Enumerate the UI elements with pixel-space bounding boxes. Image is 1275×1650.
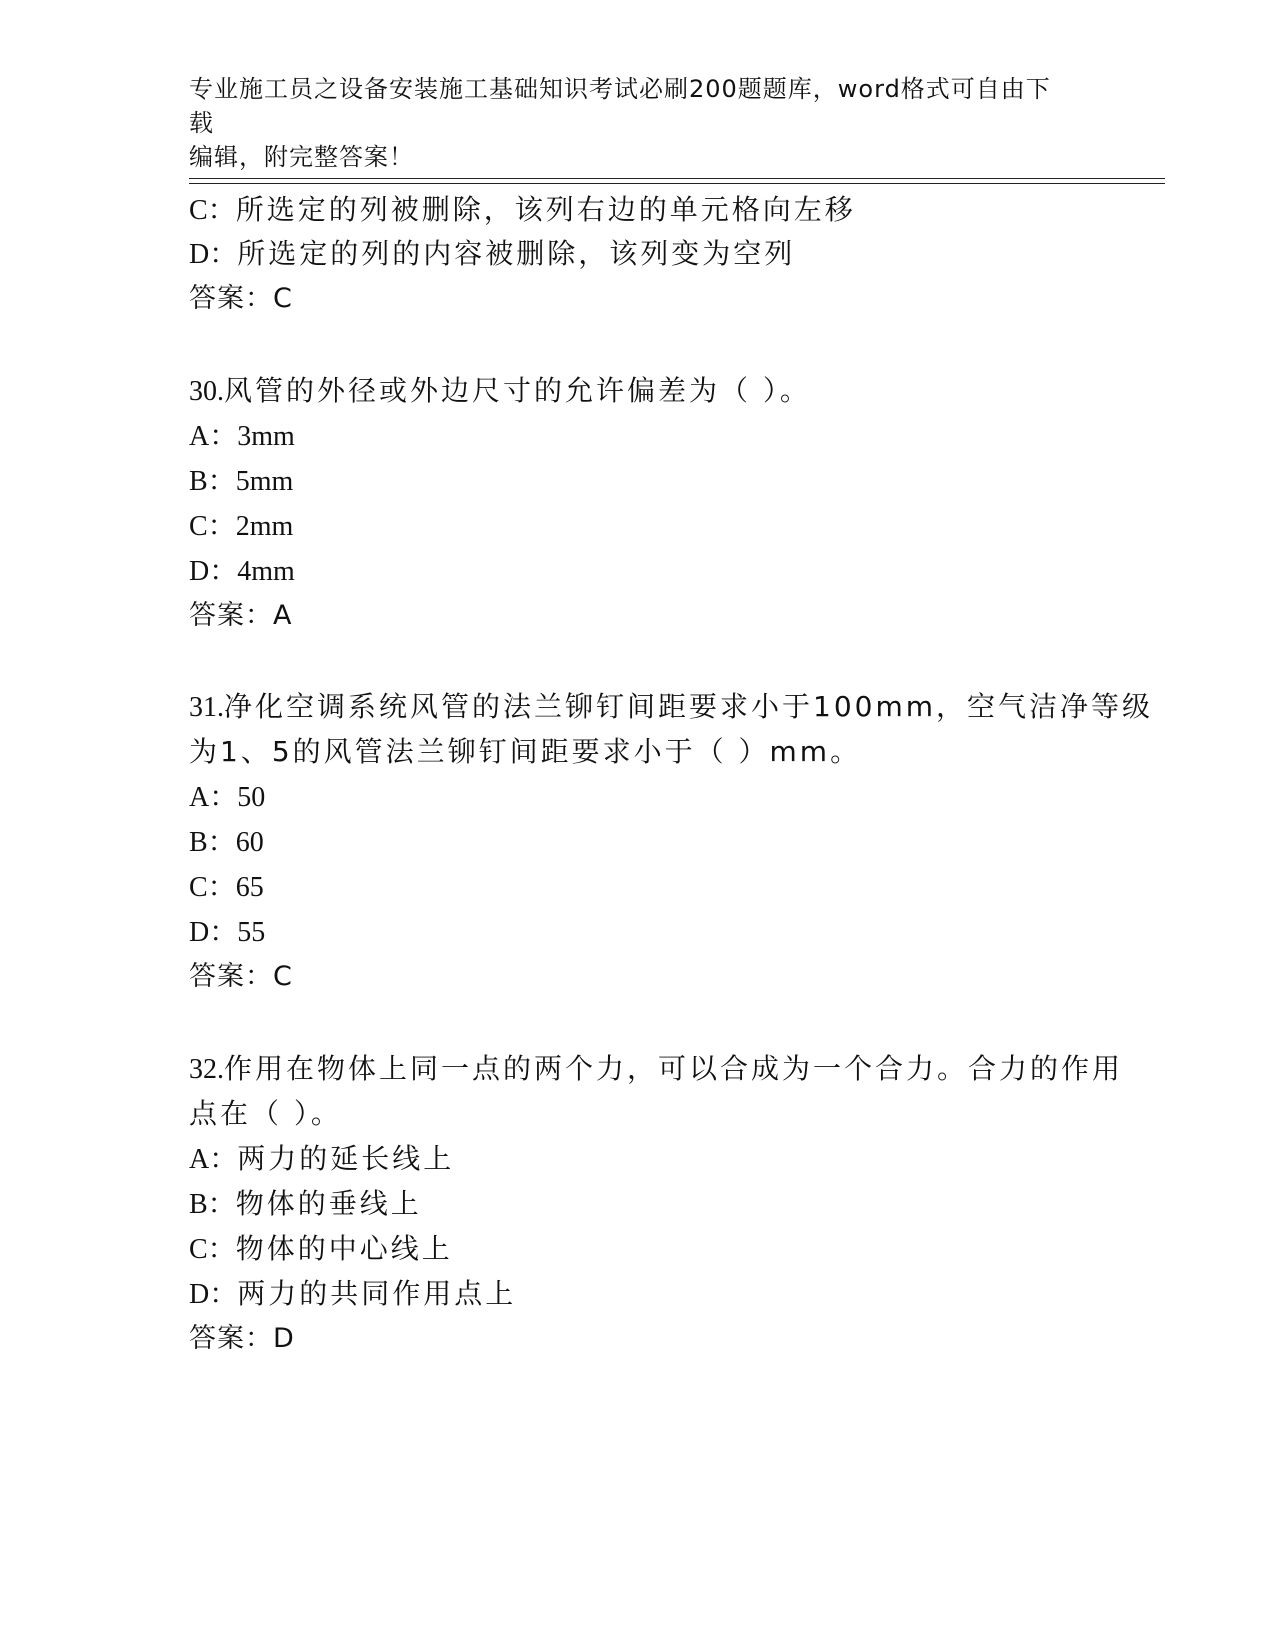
question-number: 30. bbox=[189, 376, 224, 407]
q31-option-c bbox=[189, 869, 264, 906]
option-label: D： bbox=[189, 556, 238, 587]
option-text: 65 bbox=[235, 872, 264, 903]
q30-option-c bbox=[189, 508, 293, 545]
q31-answer: 答案：C bbox=[189, 961, 293, 992]
option-label: A： bbox=[189, 782, 238, 813]
option-text: 4mm bbox=[237, 556, 295, 587]
option-text: 物体的垂线上 bbox=[235, 1187, 422, 1220]
option-label: D： bbox=[189, 239, 238, 270]
question-text: 风管的外径或外边尺寸的允许偏差为（ ）。 bbox=[224, 374, 811, 407]
option-label: C： bbox=[189, 1234, 236, 1265]
q30-option-d bbox=[189, 553, 295, 590]
q31-option-b bbox=[189, 824, 264, 861]
option-label: D： bbox=[189, 917, 238, 948]
option-text: 5mm bbox=[235, 466, 294, 497]
option-label: C： bbox=[189, 511, 236, 542]
prev-answer: 答案：C bbox=[189, 283, 293, 314]
header-divider-bottom bbox=[189, 183, 1165, 184]
option-text: 3mm bbox=[237, 421, 295, 452]
q30-option-b bbox=[189, 463, 293, 500]
question-number: 31. bbox=[189, 692, 224, 723]
q30-answer: 答案：A bbox=[189, 600, 293, 631]
option-text: 物体的中心线上 bbox=[235, 1232, 453, 1265]
prev-option-d bbox=[189, 236, 795, 273]
question-number: 32. bbox=[189, 1054, 224, 1085]
question-31-line2: 为1、5的风管法兰铆钉间距要求小于（ ）mm。 bbox=[189, 735, 862, 768]
header-divider-top bbox=[189, 178, 1165, 179]
option-text: 60 bbox=[235, 827, 264, 858]
option-text: 55 bbox=[237, 917, 266, 948]
option-label: B： bbox=[189, 827, 236, 858]
option-text: 两力的延长线上 bbox=[237, 1142, 455, 1175]
question-30 bbox=[189, 373, 811, 410]
option-label: C： bbox=[189, 872, 236, 903]
option-text: 两力的共同作用点上 bbox=[237, 1277, 517, 1310]
option-label: A： bbox=[189, 421, 238, 452]
question-32-line2: 点在（ ）。 bbox=[189, 1097, 342, 1130]
q32-option-c bbox=[189, 1231, 453, 1268]
q32-option-b bbox=[189, 1186, 422, 1223]
question-31-line1 bbox=[189, 689, 1153, 726]
q32-option-d bbox=[189, 1276, 516, 1313]
document-header bbox=[189, 72, 1069, 174]
question-text: 净化空调系统风管的法兰铆钉间距要求小于100mm，空气洁净等级 bbox=[224, 690, 1153, 723]
option-text: 50 bbox=[237, 782, 266, 813]
question-text: 作用在物体上同一点的两个力，可以合成为一个合力。合力的作用 bbox=[224, 1052, 1124, 1085]
option-label: A： bbox=[189, 1144, 238, 1175]
option-label: B： bbox=[189, 466, 236, 497]
q31-option-d bbox=[189, 914, 265, 951]
q32-answer: 答案：D bbox=[189, 1323, 295, 1354]
option-text: 所选定的列被删除，该列右边的单元格向左移 bbox=[235, 193, 856, 226]
option-text: 2mm bbox=[235, 511, 294, 542]
prev-option-c bbox=[189, 192, 856, 229]
q32-option-a bbox=[189, 1141, 454, 1178]
option-text: 所选定的列的内容被删除，该列变为空列 bbox=[237, 237, 796, 270]
option-label: B： bbox=[189, 1189, 236, 1220]
q31-option-a bbox=[189, 779, 265, 816]
option-label: D： bbox=[189, 1279, 238, 1310]
question-32-line1 bbox=[189, 1051, 1123, 1088]
option-label: C： bbox=[189, 195, 236, 226]
q30-option-a bbox=[189, 418, 295, 455]
header-title-line1: 专业施工员之设备安装施工基础知识考试必刷200题题库，word格式可自由下载 bbox=[189, 75, 1051, 137]
header-title-line2: 编辑，附完整答案！ bbox=[189, 143, 414, 171]
